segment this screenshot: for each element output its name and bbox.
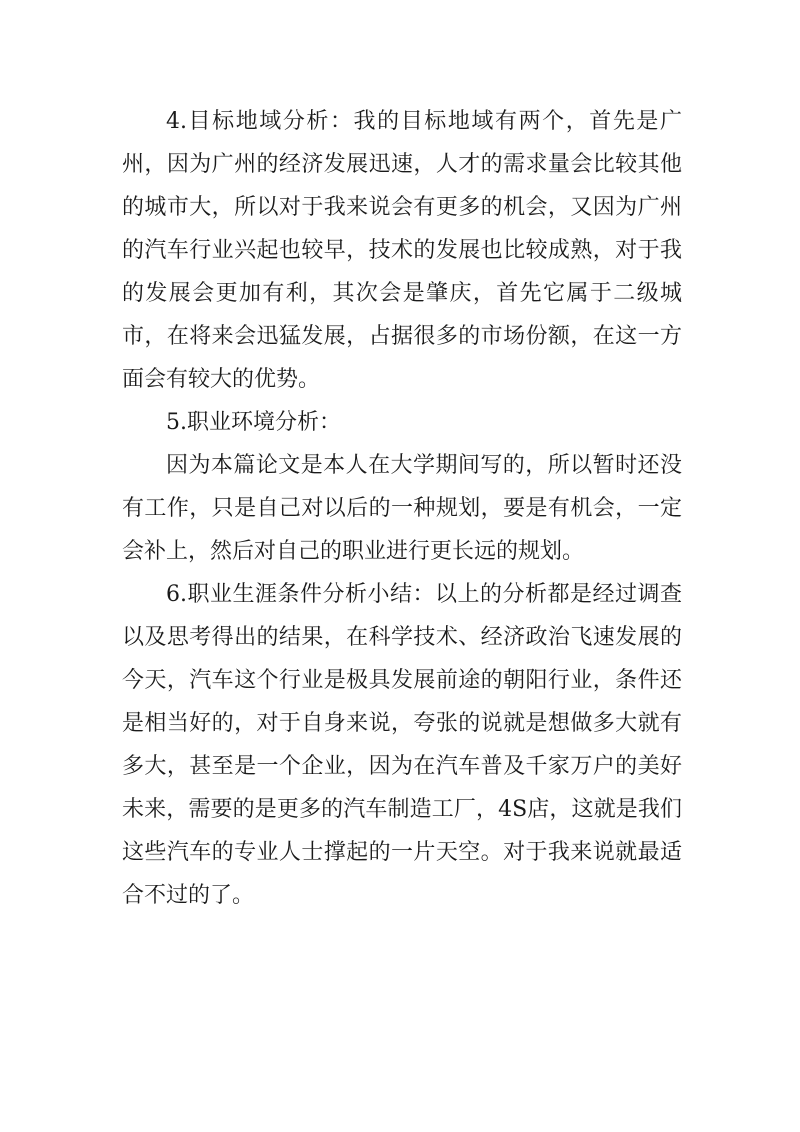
paragraph-career-conditions-summary: 6.职业生涯条件分析小结：以上的分析都是经过调查以及思考得出的结果，在科学技术、经济政治飞速发展的今天，汽车这个行业是极具发展前途的朝阳行业，条件还是相当好的，对于自身来说，夸张的说就是想做多大就有多大，甚至是一个企业，因为在汽车普及千家万户的美好未来，需要的是更多的汽车制造工厂，4S店，这就是我们这些汽车的专业人士撑起的一片天空。对于我来说就最适合不过的了。 [122,582,682,908]
paragraph-career-environment-heading: 5.职业环境分析： [166,410,341,435]
document-body [122,100,682,917]
paragraph-target-region-analysis: 4.目标地域分析：我的目标地域有两个，首先是广州，因为广州的经济发展迅速，人才的需求量会比较其他的城市大，所以对于我来说会有更多的机会，又因为广州的汽车行业兴起也较早，技术的发展也比较成熟，对于我的发展会更加有利，其次会是肇庆，首先它属于二级城市，在将来会迅猛发展，占据很多的市场份额，在这一方面会有较大的优势。 [122,109,682,392]
paragraph-career-environment-body: 因为本篇论文是本人在大学期间写的，所以暂时还没有工作，只是自己对以后的一种规划，要是有机会，一定会补上，然后对自己的职业进行更长远的规划。 [122,453,682,564]
